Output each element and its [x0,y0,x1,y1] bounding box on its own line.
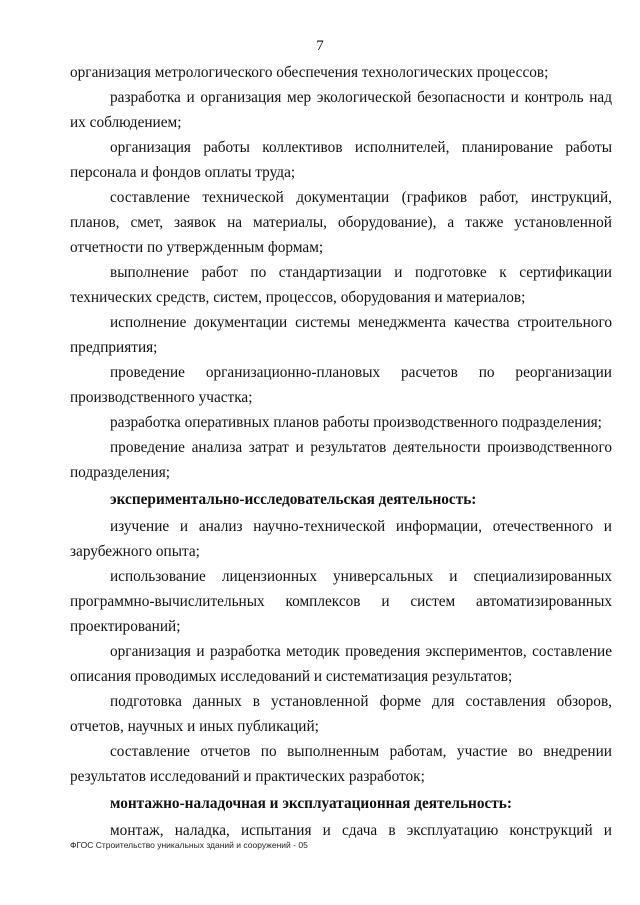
paragraph: организация и разработка методик проведения экспериментов, составление описания проводимых исследований и систематизация результатов; [70,643,612,685]
paragraph: использование лицензионных универсальных и специализированных программно-вычислительных комплексов и систем автоматизированных проектирований; [70,568,612,635]
paragraph: проведение анализа затрат и результатов деятельности производственного подразделения; [70,439,612,481]
document-body [70,60,612,843]
paragraph: проведение организационно-плановых расчетов по реорганизации производственного участка; [70,364,612,406]
section-heading: экспериментально-исследовательская деятельность: [110,491,477,508]
paragraph: подготовка данных в установленной форме для составления обзоров, отчетов, научных и иных публикаций; [70,693,612,735]
paragraph: разработка и организация мер экологической безопасности и контроль над их соблюдением; [70,89,612,131]
paragraph: составление отчетов по выполненным работам, участие во внедрении результатов исследований и практических разработок; [70,743,612,785]
paragraph: организация метрологического обеспечения технологических процессов; [70,64,549,81]
paragraph: изучение и анализ научно-технической информации, отечественного и зарубежного опыта; [70,518,612,560]
page-footer: ФГОС Строительство уникальных зданий и сооружений - 05 [70,840,308,850]
paragraph: выполнение работ по стандартизации и подготовке к сертификации технических средств, систем, процессов, оборудования и материалов; [70,264,612,306]
paragraph: разработка оперативных планов работы производственного подразделения; [110,414,602,431]
paragraph: организация работы коллективов исполнителей, планирование работы персонала и фондов оплаты труда; [70,139,612,181]
paragraph: исполнение документации системы менеджмента качества строительного предприятия; [70,314,612,356]
section-heading: монтажно-наладочная и эксплуатационная деятельность: [110,795,512,812]
paragraph: составление технической документации (графиков работ, инструкций, планов, смет, заявок на материалы, оборудование), а также установленной отчетности по утвержденным формам; [70,189,612,256]
paragraph: монтаж, наладка, испытания и сдача в эксплуатацию конструкций и [110,822,612,839]
page-number: 7 [316,38,324,54]
